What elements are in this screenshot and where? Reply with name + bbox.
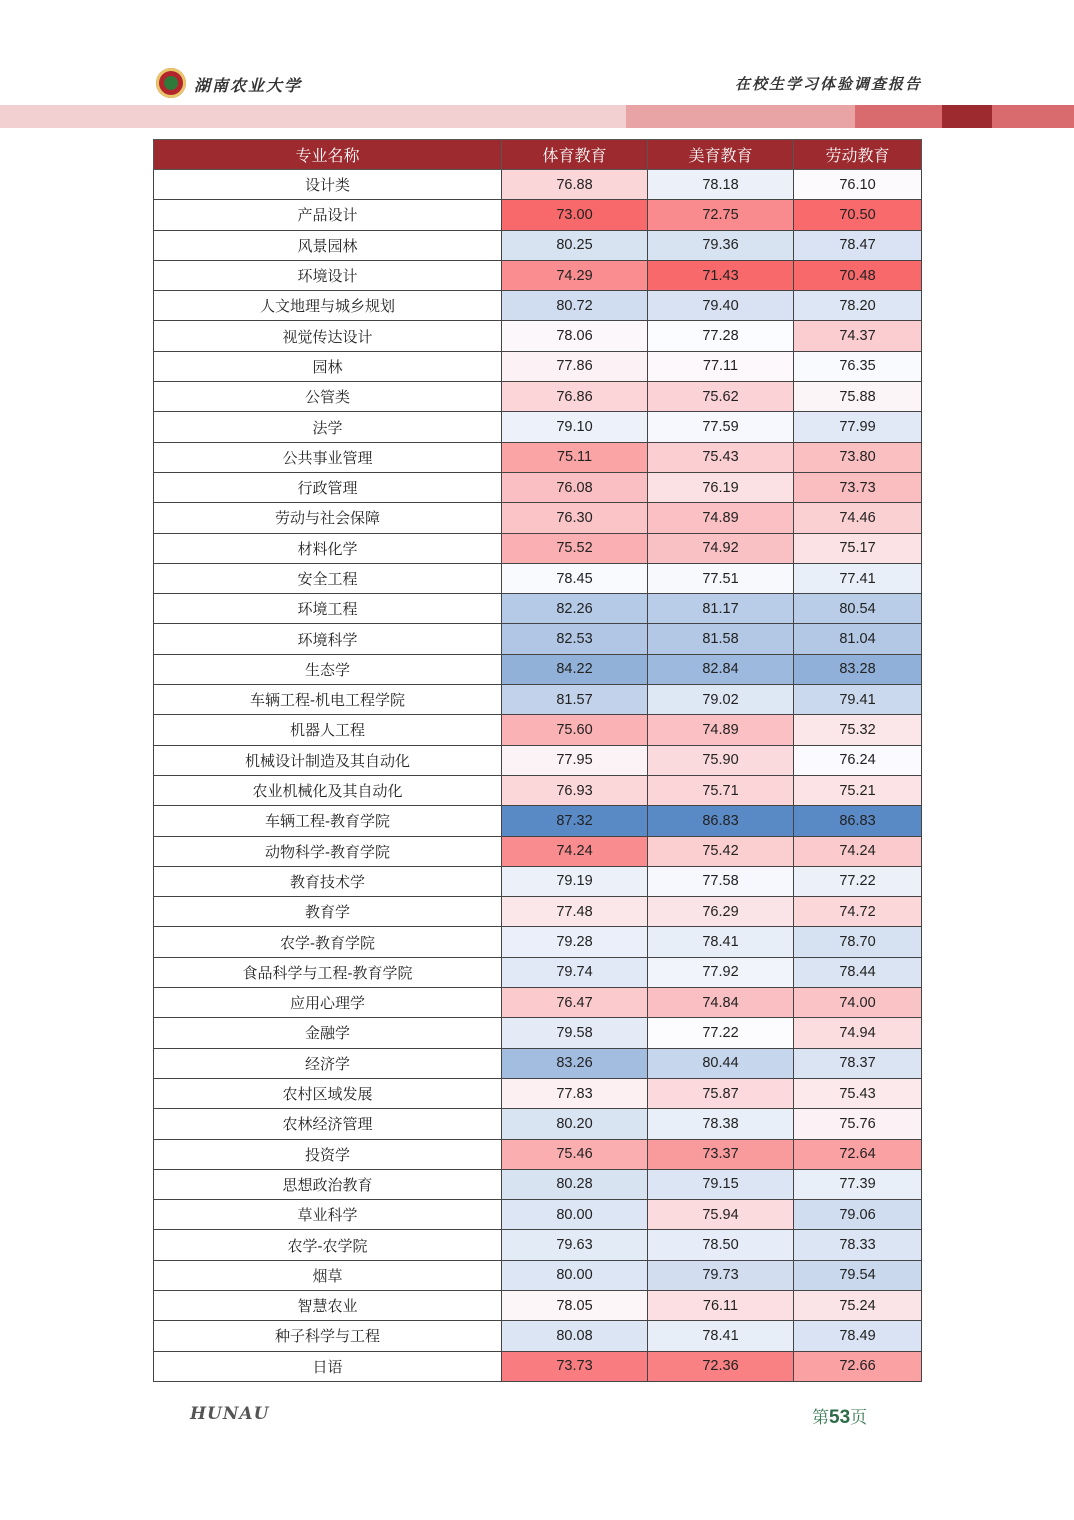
score-cell: 80.72 — [502, 291, 648, 321]
university-name: 湖南农业大学 — [194, 76, 303, 95]
score-cell: 75.21 — [794, 775, 922, 805]
table-row — [154, 472, 922, 502]
score-cell: 75.94 — [648, 1200, 794, 1230]
score-cell: 78.41 — [648, 927, 794, 957]
table-row — [154, 1078, 922, 1108]
score-cell: 75.43 — [648, 442, 794, 472]
score-cell: 75.42 — [648, 836, 794, 866]
score-cell: 75.76 — [794, 1109, 922, 1139]
score-cell: 78.45 — [502, 563, 648, 593]
score-cell: 75.52 — [502, 533, 648, 563]
score-cell: 76.30 — [502, 503, 648, 533]
major-name-cell: 机械设计制造及其自动化 — [154, 745, 502, 775]
score-cell: 79.02 — [648, 685, 794, 715]
score-cell: 73.73 — [794, 472, 922, 502]
table-row — [154, 866, 922, 896]
major-name-cell: 车辆工程-机电工程学院 — [154, 685, 502, 715]
table-row — [154, 1018, 922, 1048]
table-row — [154, 442, 922, 472]
score-cell: 84.22 — [502, 654, 648, 684]
major-name-cell: 思想政治教育 — [154, 1169, 502, 1199]
score-cell: 76.08 — [502, 472, 648, 502]
major-name-cell: 行政管理 — [154, 472, 502, 502]
header-band-light — [0, 105, 626, 128]
score-cell: 81.17 — [648, 594, 794, 624]
table-row — [154, 321, 922, 351]
score-cell: 83.26 — [502, 1048, 648, 1078]
table-row — [154, 291, 922, 321]
major-name-cell: 劳动与社会保障 — [154, 503, 502, 533]
score-cell: 73.73 — [502, 1351, 648, 1381]
score-cell: 78.33 — [794, 1230, 922, 1260]
major-name-cell: 产品设计 — [154, 200, 502, 230]
footer-brand: HUNAU — [190, 1404, 270, 1424]
score-cell: 80.08 — [502, 1321, 648, 1351]
score-cell: 79.41 — [794, 685, 922, 715]
score-cell: 81.58 — [648, 624, 794, 654]
table-row — [154, 1290, 922, 1320]
score-cell: 80.28 — [502, 1169, 648, 1199]
score-table — [153, 139, 922, 1382]
report-title: 在校生学习体验调查报告 — [734, 75, 922, 93]
major-name-cell: 经济学 — [154, 1048, 502, 1078]
score-cell: 76.86 — [502, 382, 648, 412]
score-cell: 74.72 — [794, 897, 922, 927]
score-cell: 70.48 — [794, 260, 922, 290]
major-name-cell: 动物科学-教育学院 — [154, 836, 502, 866]
score-cell: 80.25 — [502, 230, 648, 260]
score-cell: 77.51 — [648, 563, 794, 593]
score-cell: 74.89 — [648, 503, 794, 533]
score-cell: 77.11 — [648, 351, 794, 381]
table-row — [154, 260, 922, 290]
header-band-end — [992, 105, 1074, 128]
table-header-row — [154, 140, 922, 170]
major-name-cell: 教育学 — [154, 897, 502, 927]
table-row — [154, 624, 922, 654]
major-name-cell: 公共事业管理 — [154, 442, 502, 472]
page-header — [0, 0, 1074, 130]
score-cell: 77.28 — [648, 321, 794, 351]
table-row — [154, 775, 922, 805]
score-cell: 78.70 — [794, 927, 922, 957]
score-cell: 79.54 — [794, 1260, 922, 1290]
score-cell: 79.63 — [502, 1230, 648, 1260]
score-cell: 77.83 — [502, 1078, 648, 1108]
table-row — [154, 594, 922, 624]
score-cell: 79.19 — [502, 866, 648, 896]
major-name-cell: 种子科学与工程 — [154, 1321, 502, 1351]
score-cell: 80.54 — [794, 594, 922, 624]
score-cell: 86.83 — [648, 806, 794, 836]
score-cell: 74.24 — [794, 836, 922, 866]
university-logo — [156, 68, 186, 98]
major-name-cell: 人文地理与城乡规划 — [154, 291, 502, 321]
score-cell: 75.88 — [794, 382, 922, 412]
table-row — [154, 412, 922, 442]
score-cell: 73.37 — [648, 1139, 794, 1169]
score-cell: 78.20 — [794, 291, 922, 321]
score-cell: 74.24 — [502, 836, 648, 866]
score-cell: 77.99 — [794, 412, 922, 442]
column-header: 体育教育 — [502, 140, 648, 170]
header-band-mid — [626, 105, 855, 128]
score-cell: 77.41 — [794, 563, 922, 593]
score-cell: 76.19 — [648, 472, 794, 502]
major-name-cell: 机器人工程 — [154, 715, 502, 745]
table-row — [154, 230, 922, 260]
table-row — [154, 563, 922, 593]
major-name-cell: 安全工程 — [154, 563, 502, 593]
major-name-cell: 农学-农学院 — [154, 1230, 502, 1260]
table-row — [154, 1109, 922, 1139]
score-cell: 82.26 — [502, 594, 648, 624]
table-row — [154, 745, 922, 775]
major-name-cell: 智慧农业 — [154, 1290, 502, 1320]
score-cell: 77.86 — [502, 351, 648, 381]
score-cell: 71.43 — [648, 260, 794, 290]
major-name-cell: 农业机械化及其自动化 — [154, 775, 502, 805]
score-cell: 74.89 — [648, 715, 794, 745]
score-cell: 80.20 — [502, 1109, 648, 1139]
table-row — [154, 1200, 922, 1230]
score-cell: 72.36 — [648, 1351, 794, 1381]
score-cell: 76.10 — [794, 170, 922, 200]
score-cell: 77.22 — [648, 1018, 794, 1048]
table-body — [154, 170, 922, 1382]
score-cell: 74.37 — [794, 321, 922, 351]
table-row — [154, 836, 922, 866]
score-cell: 79.74 — [502, 957, 648, 987]
major-name-cell: 视觉传达设计 — [154, 321, 502, 351]
table-row — [154, 1260, 922, 1290]
table-row — [154, 685, 922, 715]
table-row — [154, 806, 922, 836]
score-cell: 75.87 — [648, 1078, 794, 1108]
score-cell: 82.53 — [502, 624, 648, 654]
major-name-cell: 烟草 — [154, 1260, 502, 1290]
score-cell: 74.94 — [794, 1018, 922, 1048]
score-cell: 74.84 — [648, 988, 794, 1018]
score-cell: 75.43 — [794, 1078, 922, 1108]
score-cell: 74.00 — [794, 988, 922, 1018]
score-cell: 78.38 — [648, 1109, 794, 1139]
score-cell: 79.58 — [502, 1018, 648, 1048]
score-cell: 78.47 — [794, 230, 922, 260]
table-row — [154, 200, 922, 230]
table-row — [154, 1048, 922, 1078]
column-header: 美育教育 — [648, 140, 794, 170]
score-cell: 80.00 — [502, 1260, 648, 1290]
table-row — [154, 1139, 922, 1169]
score-cell: 76.11 — [648, 1290, 794, 1320]
major-name-cell: 环境科学 — [154, 624, 502, 654]
major-name-cell: 设计类 — [154, 170, 502, 200]
score-cell: 72.75 — [648, 200, 794, 230]
major-name-cell: 草业科学 — [154, 1200, 502, 1230]
table-row — [154, 351, 922, 381]
score-cell: 76.29 — [648, 897, 794, 927]
major-name-cell: 法学 — [154, 412, 502, 442]
score-cell: 78.44 — [794, 957, 922, 987]
score-cell: 87.32 — [502, 806, 648, 836]
major-name-cell: 园林 — [154, 351, 502, 381]
score-cell: 76.24 — [794, 745, 922, 775]
score-cell: 77.92 — [648, 957, 794, 987]
major-name-cell: 教育技术学 — [154, 866, 502, 896]
score-cell: 75.24 — [794, 1290, 922, 1320]
page-prefix: 第 — [812, 1408, 829, 1428]
table-row — [154, 927, 922, 957]
table-row — [154, 503, 922, 533]
score-cell: 80.44 — [648, 1048, 794, 1078]
score-cell: 75.71 — [648, 775, 794, 805]
score-cell: 74.46 — [794, 503, 922, 533]
score-cell: 76.93 — [502, 775, 648, 805]
score-cell: 72.64 — [794, 1139, 922, 1169]
score-cell: 77.58 — [648, 866, 794, 896]
score-cell: 77.48 — [502, 897, 648, 927]
major-name-cell: 公管类 — [154, 382, 502, 412]
score-cell: 76.47 — [502, 988, 648, 1018]
header-band-dark — [942, 105, 992, 128]
major-name-cell: 风景园林 — [154, 230, 502, 260]
table-row — [154, 654, 922, 684]
score-cell: 73.00 — [502, 200, 648, 230]
major-name-cell: 环境设计 — [154, 260, 502, 290]
table-row — [154, 170, 922, 200]
score-cell: 86.83 — [794, 806, 922, 836]
major-name-cell: 食品科学与工程-教育学院 — [154, 957, 502, 987]
score-cell: 72.66 — [794, 1351, 922, 1381]
score-cell: 74.92 — [648, 533, 794, 563]
score-cell: 82.84 — [648, 654, 794, 684]
major-name-cell: 农林经济管理 — [154, 1109, 502, 1139]
table-row — [154, 1321, 922, 1351]
page-number-value: 53 — [829, 1407, 851, 1428]
score-cell: 83.28 — [794, 654, 922, 684]
score-cell: 79.10 — [502, 412, 648, 442]
score-cell: 75.32 — [794, 715, 922, 745]
major-name-cell: 材料化学 — [154, 533, 502, 563]
score-cell: 74.29 — [502, 260, 648, 290]
table-row — [154, 988, 922, 1018]
score-cell: 79.73 — [648, 1260, 794, 1290]
table-row — [154, 897, 922, 927]
score-cell: 78.05 — [502, 1290, 648, 1320]
major-name-cell: 日语 — [154, 1351, 502, 1381]
score-cell: 79.06 — [794, 1200, 922, 1230]
major-name-cell: 农学-教育学院 — [154, 927, 502, 957]
score-cell: 77.59 — [648, 412, 794, 442]
major-name-cell: 车辆工程-教育学院 — [154, 806, 502, 836]
score-cell: 73.80 — [794, 442, 922, 472]
score-cell: 79.28 — [502, 927, 648, 957]
score-cell: 78.06 — [502, 321, 648, 351]
major-name-cell: 农村区域发展 — [154, 1078, 502, 1108]
score-cell: 79.15 — [648, 1169, 794, 1199]
table-row — [154, 715, 922, 745]
score-cell: 75.17 — [794, 533, 922, 563]
score-cell: 81.57 — [502, 685, 648, 715]
major-name-cell: 投资学 — [154, 1139, 502, 1169]
table-row — [154, 1230, 922, 1260]
table-row — [154, 1351, 922, 1381]
column-header: 专业名称 — [154, 140, 502, 170]
score-cell: 81.04 — [794, 624, 922, 654]
score-cell: 78.18 — [648, 170, 794, 200]
table-row — [154, 382, 922, 412]
score-cell: 75.11 — [502, 442, 648, 472]
score-cell: 78.37 — [794, 1048, 922, 1078]
page-suffix: 页 — [850, 1408, 868, 1428]
score-cell: 77.22 — [794, 866, 922, 896]
header-band-strong — [855, 105, 942, 128]
score-cell: 78.50 — [648, 1230, 794, 1260]
table-row — [154, 957, 922, 987]
score-cell: 76.88 — [502, 170, 648, 200]
score-cell: 79.36 — [648, 230, 794, 260]
score-cell: 75.90 — [648, 745, 794, 775]
score-cell: 77.39 — [794, 1169, 922, 1199]
table-row — [154, 533, 922, 563]
table-row — [154, 1169, 922, 1199]
score-cell: 75.46 — [502, 1139, 648, 1169]
major-name-cell: 生态学 — [154, 654, 502, 684]
score-cell: 78.41 — [648, 1321, 794, 1351]
score-cell: 77.95 — [502, 745, 648, 775]
score-cell: 75.60 — [502, 715, 648, 745]
major-name-cell: 环境工程 — [154, 594, 502, 624]
score-cell: 75.62 — [648, 382, 794, 412]
page-number — [812, 1403, 867, 1429]
column-header: 劳动教育 — [794, 140, 922, 170]
score-cell: 76.35 — [794, 351, 922, 381]
score-cell: 79.40 — [648, 291, 794, 321]
score-cell: 70.50 — [794, 200, 922, 230]
major-name-cell: 金融学 — [154, 1018, 502, 1048]
score-cell: 78.49 — [794, 1321, 922, 1351]
major-name-cell: 应用心理学 — [154, 988, 502, 1018]
score-cell: 80.00 — [502, 1200, 648, 1230]
